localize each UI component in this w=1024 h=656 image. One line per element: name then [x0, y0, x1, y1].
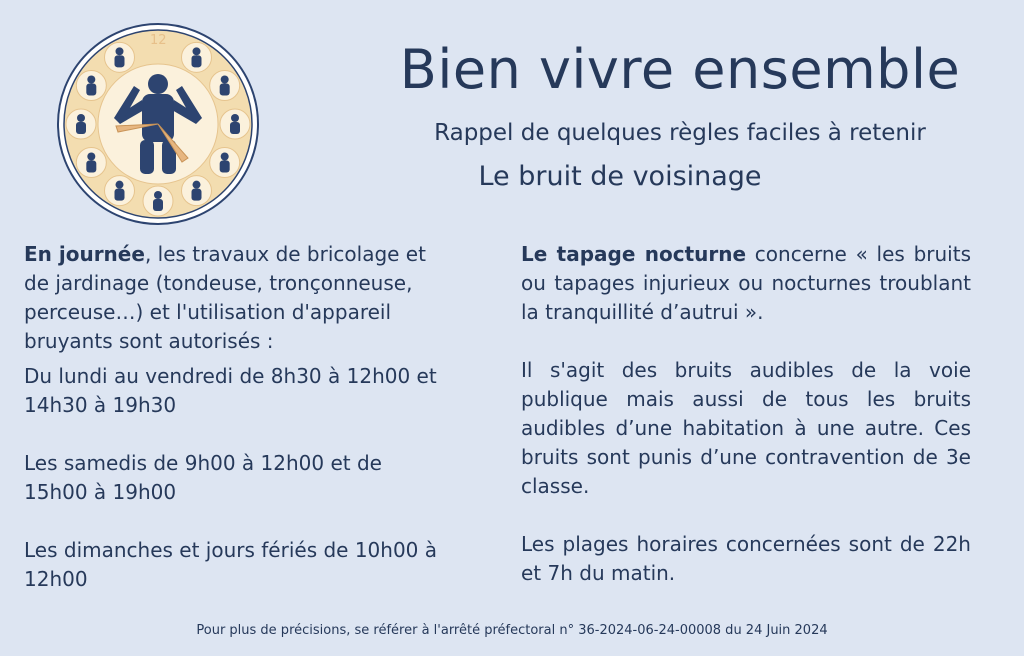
- night-hours: Les plages horaires concernées sont de 22h et 7h du matin.: [521, 532, 971, 585]
- topic-heading: Le bruit de voisinage: [478, 161, 762, 192]
- dial-figure-body: [86, 161, 96, 173]
- dial-figure-body: [115, 55, 125, 67]
- night-definition: Il s'agit des bruits audibles de la voie publique mais aussi de tous les bruits audibles d’une habitation à une autre. Ces bruits sont punis d’une contravention de 3e classe.: [521, 358, 971, 498]
- dial-figure-body: [220, 84, 230, 96]
- dial-figure-body: [192, 55, 202, 67]
- dial-figure-body: [192, 189, 202, 201]
- dial-figure-body: [153, 199, 163, 211]
- dial-figure-head: [193, 47, 201, 55]
- clock-number: 12: [150, 33, 167, 48]
- footer-note: Pour plus de précisions, se référer à l'arrêté préfectoral n° 36-2024-06-24-00008 du 24 Juin 2024: [196, 623, 828, 638]
- dial-figure-body: [115, 189, 125, 201]
- dial-figure-head: [87, 153, 95, 161]
- dial-figure-head: [116, 181, 124, 189]
- page-title: Bien vivre ensemble: [399, 38, 961, 101]
- dial-figure-head: [116, 47, 124, 55]
- night-noise-rules: [521, 240, 971, 588]
- dial-figure-head: [154, 191, 162, 199]
- schedule-saturdays: Les samedis de 9h00 à 12h00 et de 15h00 à 19h00: [24, 451, 382, 504]
- dial-figure-body: [76, 122, 86, 134]
- dial-figure-head: [231, 114, 239, 122]
- night-intro: Le tapage nocturne concerne « les bruits ou tapages injurieux ou nocturnes troublant la tranquillité d’autrui ».: [521, 242, 971, 324]
- dial-figure-head: [87, 76, 95, 84]
- daytime-label: En journée: [24, 242, 145, 266]
- dial-figure-head: [221, 153, 229, 161]
- dial-figure-body: [86, 84, 96, 96]
- noise-clock-icon: [56, 22, 260, 226]
- daytime-rules: [24, 240, 444, 594]
- schedule-weekdays: Du lundi au vendredi de 8h30 à 12h00 et 14h30 à 19h30: [24, 364, 437, 417]
- dial-figure-head: [221, 76, 229, 84]
- dial-figure-head: [193, 181, 201, 189]
- dial-figure-head: [77, 114, 85, 122]
- dial-figure-body: [230, 122, 240, 134]
- dial-figure-body: [220, 161, 230, 173]
- night-noise-label: Le tapage nocturne: [521, 242, 747, 266]
- schedule-sundays: Les dimanches et jours fériés de 10h00 à 12h00: [24, 538, 438, 591]
- daytime-intro: En journée, les travaux de bricolage et de jardinage (tondeuse, tronçonneuse, perceuse…) et l'utilisation d'appareil bruyants sont autorisés :: [24, 242, 426, 353]
- page-subtitle: Rappel de quelques règles faciles à retenir: [434, 120, 926, 146]
